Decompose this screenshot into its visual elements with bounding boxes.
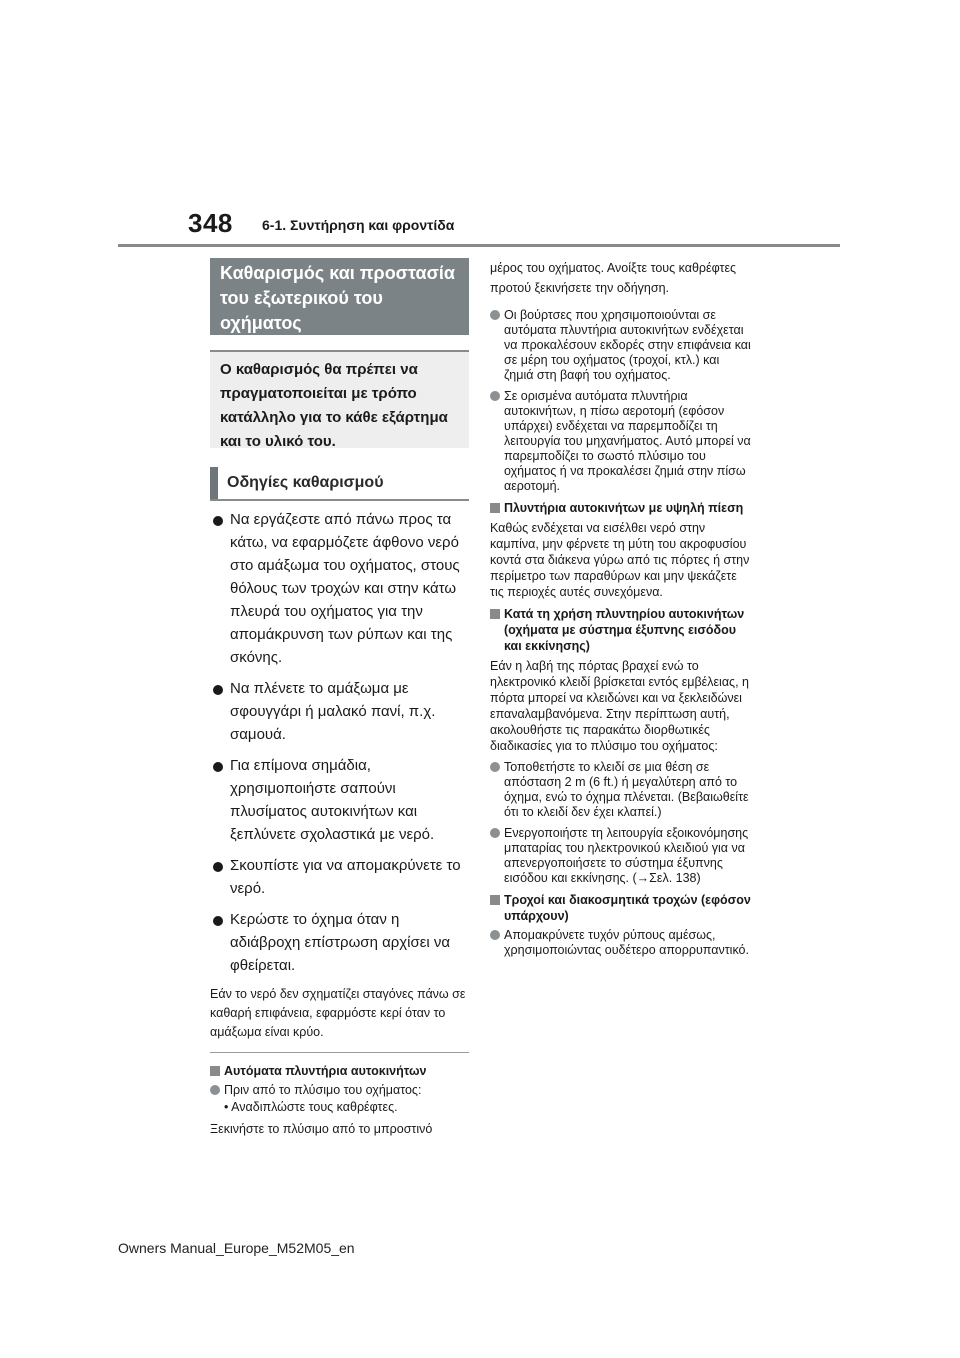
section-heading (210, 467, 469, 501)
circle-item-text: Σε ορισμένα αυτόματα πλυντήρια αυτοκινήτων, η πίσω αεροτομή (εφόσον υπάρχει) ενδέχεται να παρεμποδίζει τη λειτουργία του μηχανήματος. Αυτό μπορεί να παρεμποδίζει το σωστό πλύσιμο του οχήματος ή να προκαλέσει ζημιά στην πίσω αεροτομή. (504, 389, 751, 493)
intro-box: Ο καθαρισμός θα πρέπει να πραγματοποιείται με τρόπο κατάλληλο για το κάθε εξάρτημα και το υλικό του. (210, 350, 469, 448)
circle-item-text: Τοποθετήστε το κλειδί σε μια θέση σε απόσταση 2 m (6 ft.) ή μεγαλύτερη από το όχημα, ενώ το όχημα πλένεται. (Βεβαιωθείτε ότι το κλειδί δεν έχει κλαπεί.) (504, 760, 749, 819)
circle-bullet-icon (490, 762, 500, 772)
heading-bar (210, 467, 218, 499)
circle-item (210, 1083, 469, 1098)
section-heading-text: Οδηγίες καθαρισμού (227, 474, 384, 491)
circle-item-text: Πριν από το πλύσιμο του οχήματος: (224, 1083, 422, 1097)
bullet-dot-icon (213, 685, 223, 695)
page-number: 348 (188, 208, 233, 238)
square-bullet-icon (490, 609, 500, 619)
subheading-wheels (490, 892, 752, 924)
circle-item (490, 389, 752, 494)
circle-item-text: Ενεργοποιήστε τη λειτουργία εξοικονόμησης μπαταρίας του ηλεκτρονικού κλειδιού για να απενεργοποιήσετε το σύστημα έξυπνης εισόδου και εκκίνησης. (→Σελ. 138) (504, 826, 749, 885)
circle-item (490, 826, 752, 886)
circle-item (490, 928, 752, 958)
list-item-text: Να πλένετε το αμάξωμα με σφουγγάρι ή μαλακό πανί, π.χ. σαμουά. (230, 680, 436, 743)
continuation-text: Ξεκινήστε το πλύσιμο από το μπροστινό (210, 1122, 433, 1136)
subheading-text: Κατά τη χρήση πλυντηρίου αυτοκινήτων (οχήματα με σύστημα έξυπνης εισόδου και εκκίνησης) (504, 607, 745, 653)
list-item-text: Κερώστε το όχημα όταν η αδιάβροχη επίστρωση αρχίσει να φθείρεται. (230, 911, 451, 974)
subheading-text: Πλυντήρια αυτοκινήτων με υψηλή πίεση (504, 501, 744, 515)
subheading-car-wash (210, 1063, 469, 1079)
bullet-dot-icon (213, 916, 223, 926)
square-bullet-icon (490, 895, 500, 905)
list-item (210, 677, 469, 746)
circle-bullet-icon (490, 310, 500, 320)
divider (210, 1052, 469, 1053)
list-item-text: Για επίμονα σημάδια, χρησιμοποιήστε σαπούνι πλυσίματος αυτοκινήτων και ξεπλύνετε σχολαστικά με νερό. (230, 757, 435, 843)
square-bullet-icon (210, 1066, 220, 1076)
square-bullet-icon (490, 503, 500, 513)
circle-bullet-icon (490, 828, 500, 838)
list-item (210, 508, 469, 669)
circle-bullet-icon (490, 930, 500, 940)
subheading-high-pressure (490, 500, 752, 516)
circle-item-text: Οι βούρτσες που χρησιμοποιούνται σε αυτόματα πλυντήρια αυτοκινήτων ενδέχεται να προκαλέσουν εκδορές στην επιφάνεια και σε μέρη του οχήματος (τροχοί, κτλ.) και ζημιά στη βαφή του οχήματος. (504, 308, 751, 382)
cleaning-instructions-list (210, 508, 469, 977)
wax-note: Εάν το νερό δεν σχηματίζει σταγόνες πάνω σε καθαρή επιφάνεια, εφαρμόστε κερί όταν το αμάξωμα είναι κρύο. (210, 987, 466, 1039)
list-item-text: Σκουπίστε για να απομακρύνετε το νερό. (230, 857, 461, 897)
list-item (210, 908, 469, 977)
subheading-smart-entry (490, 606, 752, 654)
paragraph: Καθώς ενδέχεται να εισέλθει νερό στην καμπίνα, μην φέρνετε τη μύτη του ακροφυσίου κοντά στα διάκενα γύρω από τις πόρτες ή στην περίμετρο των παραθύρων και μην ψεκάζετε τις περιοχές αυτές συνεχόμενα. (490, 521, 750, 599)
bullet-dot-icon (213, 862, 223, 872)
right-column (490, 258, 752, 964)
subheading-text: Αυτόματα πλυντήρια αυτοκινήτων (224, 1064, 427, 1078)
list-item (210, 854, 469, 900)
topic-title: Καθαρισμός και προστασία του εξωτερικού του οχήματος (210, 258, 469, 335)
circle-item (490, 308, 752, 383)
bullet-dot-icon (213, 762, 223, 772)
circle-item (490, 760, 752, 820)
continuation-text: μέρος του οχήματος. Ανοίξτε τους καθρέφτες προτού ξεκινήσετε την οδήγηση. (490, 261, 737, 295)
paragraph: Εάν η λαβή της πόρτας βραχεί ενώ το ηλεκτρονικό κλειδί βρίσκεται εντός εμβέλειας, η πόρτα μπορεί να κλειδώνει και να ξεκλειδώνει επαναλαμβανόμενα. Στην περίπτωση αυτή, ακολουθήστε τις παρακάτω διορθωτικές διαδικασίες για το πλύσιμο του οχήματος: (490, 659, 749, 753)
list-item (210, 754, 469, 846)
circle-item-text: Απομακρύνετε τυχόν ρύπους αμέσως, χρησιμοποιώντας ουδέτερο απορρυπαντικό. (504, 928, 749, 957)
circle-bullet-icon (210, 1085, 220, 1095)
bullet-dot-icon (213, 516, 223, 526)
section-title: 6-1. Συντήρηση και φροντίδα (262, 217, 455, 233)
header-rule (118, 244, 840, 247)
subheading-text: Τροχοί και διακοσμητικά τροχών (εφόσον υπάρχουν) (504, 893, 751, 923)
footer-text: Owners Manual_Europe_M52M05_en (118, 1240, 355, 1256)
left-column (210, 258, 469, 1143)
list-item-text: Να εργάζεστε από πάνω προς τα κάτω, να εφαρμόζετε άφθονο νερό στο αμάξωμα του οχήματος, στους θόλους των τροχών και στην κάτω πλευρά του οχήματος για την απομάκρυνση των ρύπων και της σκόνης. (230, 511, 460, 666)
sub-bullet: • Αναδιπλώστε τους καθρέφτες. (224, 1100, 398, 1114)
circle-bullet-icon (490, 391, 500, 401)
